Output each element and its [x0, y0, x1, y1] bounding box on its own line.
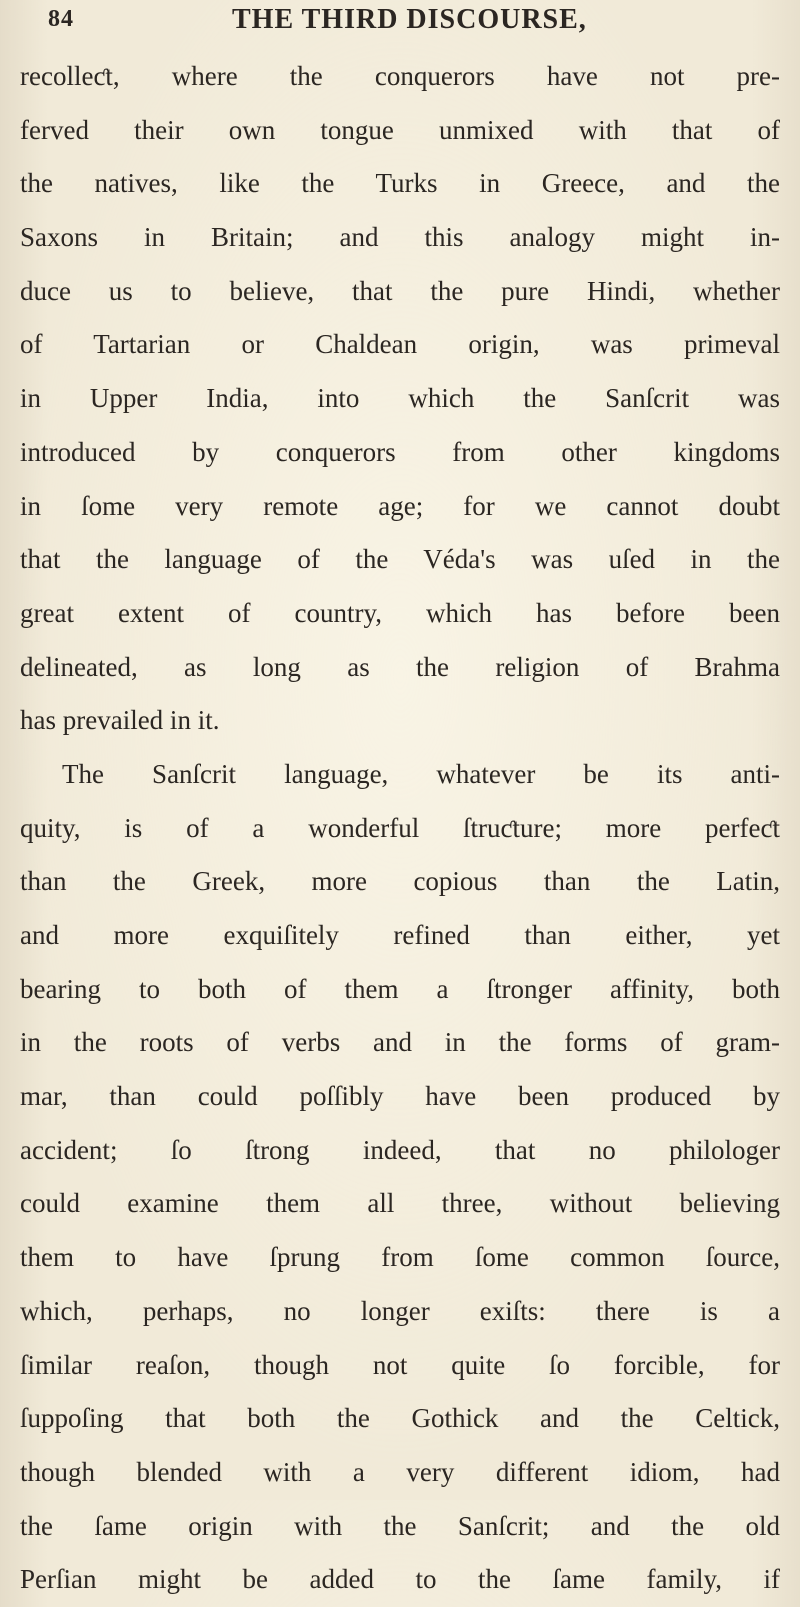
text-line: ferved their own tongue unmixed with that of [20, 114, 780, 145]
text-line: mar, than could poſſibly have been produced by [20, 1081, 780, 1112]
text-line: Perſian might be added to the ſame family, if [20, 1564, 780, 1595]
paragraph-end-line: has prevailed in it. [20, 705, 220, 736]
text-line: quity, is of a wonderful ſtruƈture; more perfeƈt [20, 812, 780, 843]
text-line: in ſome very remote age; for we cannot doubt [20, 490, 780, 521]
text-line: Saxons in Britain; and this analogy might in- [20, 222, 780, 253]
text-line: great extent of country, which has before been [20, 597, 780, 628]
text-line: than the Greek, more copious than the Latin, [20, 866, 780, 897]
text-line: the natives, like the Turks in Greece, and the [20, 168, 780, 199]
text-line: bearing to both of them a ſtronger affinity, both [20, 973, 780, 1004]
text-line: ſuppoſing that both the Gothick and the Celtick, [20, 1403, 780, 1434]
text-line: the ſame origin with the Sanſcrit; and the old [20, 1510, 780, 1541]
text-line: in the roots of verbs and in the forms of gram- [20, 1027, 780, 1058]
running-head: THE THIRD DISCOURSE, [232, 4, 587, 35]
text-line: and more exquiſitely refined than either, yet [20, 920, 780, 950]
page-number: 84 [48, 6, 74, 32]
text-line: them to have ſprung from ſome common ſource, [20, 1242, 780, 1273]
text-line: though blended with a very different idiom, had [20, 1456, 780, 1487]
text-line: which, perhaps, no longer exiſts: there is a [20, 1295, 780, 1326]
text-line: ſimilar reaſon, though not quite ſo forcible, for [20, 1349, 780, 1380]
text-line: in Upper India, into which the Sanſcrit was [20, 383, 780, 414]
text-line: duce us to believe, that the pure Hindi, whether [20, 275, 780, 306]
page-header [0, 4, 800, 44]
text-line: recolleƈt, where the conquerors have not pre- [20, 61, 780, 91]
body-text [20, 50, 780, 1607]
paragraph-start-line: The Sanſcrit language, whatever be its anti- [62, 758, 780, 789]
text-line: delineated, as long as the religion of Brahma [20, 651, 780, 682]
text-line: introduced by conquerors from other kingdoms [20, 436, 780, 467]
text-line: could examine them all three, without believing [20, 1188, 780, 1219]
text-line: that the language of the Véda's was uſed in the [20, 544, 780, 575]
text-line: accident; ſo ſtrong indeed, that no philologer [20, 1134, 780, 1165]
text-line: of Tartarian or Chaldean origin, was primeval [20, 329, 780, 360]
